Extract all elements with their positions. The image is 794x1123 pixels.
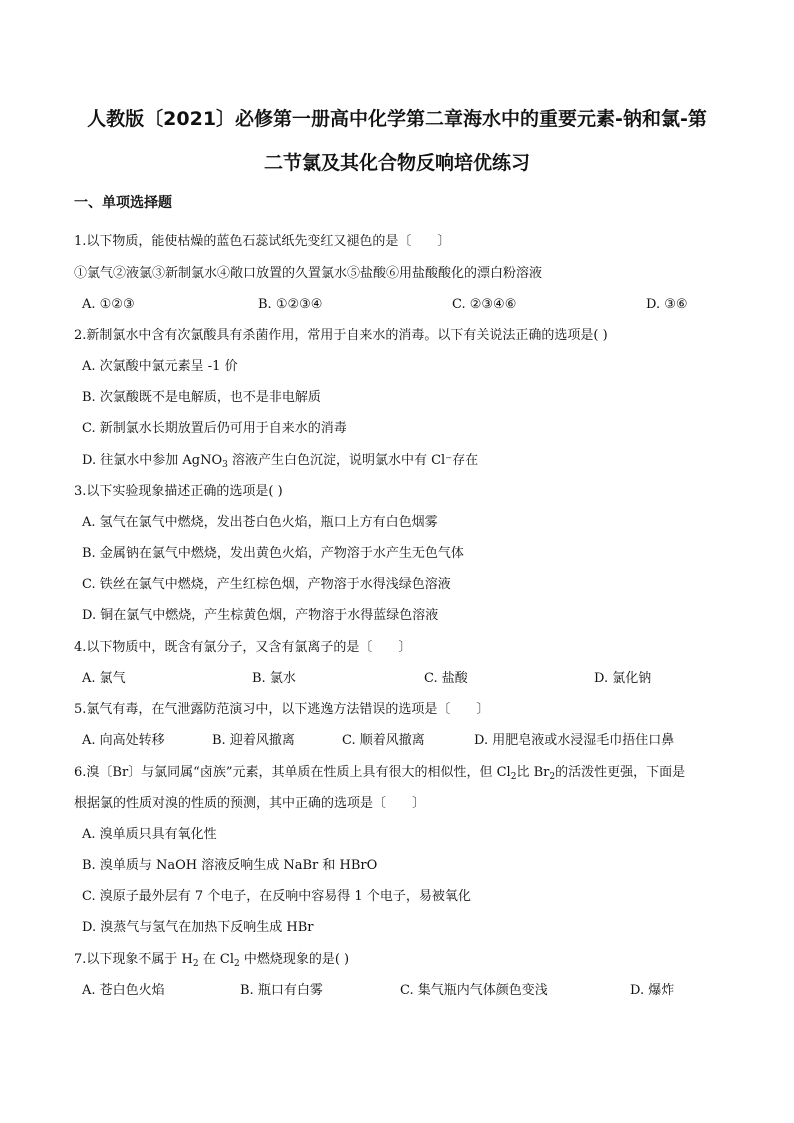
question-3-option-c: C. 铁丝在氯气中燃烧，产生红棕色烟，产物溶于水得浅绿色溶液 [82, 577, 451, 592]
document-title-line-2: 二节氯及其化合物反响培优练习 [263, 152, 530, 174]
question-6-option-d: D. 溴蒸气与氢气在加热下反响生成 HBr [82, 920, 314, 935]
question-2-option-b: B. 次氯酸既不是电解质，也不是非电解质 [82, 390, 321, 405]
question-6-option-a: A. 溴单质只具有氧化性 [82, 827, 217, 842]
question-5-option-c: C. 顺着风撤离 [342, 733, 425, 748]
question-1-stem: 1.以下物质，能使枯燥的蓝色石蕊试纸先变红又褪色的是〔 〕 [74, 234, 451, 249]
option-d-text-end: 溶液产生白色沉淀，说明氯水中有 Cl⁻存在 [227, 453, 479, 468]
subscript: 3 [222, 460, 228, 470]
question-3-option-b: B. 金属钠在氯气中燃烧，发出黄色火焰，产物溶于水产生无色气体 [82, 546, 464, 561]
question-3-option-a: A. 氢气在氯气中燃烧，发出苍白色火焰，瓶口上方有白色烟雾 [82, 515, 438, 530]
question-1-option-a: A. ①②③ [82, 297, 135, 312]
question-2-option-a: A. 次氯酸中氯元素呈 -1 价 [82, 359, 238, 374]
subscript: 2 [192, 959, 199, 969]
stem-text-mid: 比 Br [516, 765, 550, 780]
subscript: 2 [549, 772, 556, 782]
question-4-option-b: B. 氯水 [252, 671, 296, 686]
question-7-option-b: B. 瓶口有白雾 [240, 983, 323, 998]
question-1-option-b: B. ①②③④ [258, 297, 323, 312]
subscript: 2 [233, 959, 240, 969]
document-title-line-1: 人教版〔2021〕必修第一册高中化学第二章海水中的重要元素-钠和氯-第 [87, 108, 707, 130]
question-1-option-c: C. ②③④⑥ [452, 297, 517, 312]
section-heading: 一、单项选择题 [74, 195, 172, 211]
question-1-note: ①氯气②液氯③新制氯水④敞口放置的久置氯水⑤盐酸⑥用盐酸酸化的漂白粉溶液 [74, 266, 543, 281]
question-4-stem: 4.以下物质中，既含有氯分子，又含有氯离子的是〔 〕 [74, 640, 412, 655]
question-4-option-c: C. 盐酸 [424, 671, 468, 686]
stem-text-end: 的活泼性更强，下面是 [555, 765, 686, 780]
subscript: 2 [510, 772, 517, 782]
question-6-option-b: B. 溴单质与 NaOH 溶液反响生成 NaBr 和 HBrO [82, 858, 378, 873]
question-3-stem: 3.以下实验现象描述正确的选项是( ) [74, 484, 283, 499]
question-5-option-a: A. 向高处转移 [82, 733, 165, 748]
question-6-stem [74, 764, 685, 782]
question-1-option-d: D. ③⑥ [646, 297, 688, 312]
question-2-option-d [82, 452, 478, 470]
question-4-option-d: D. 氯化钠 [594, 671, 652, 686]
question-2-stem: 2.新制氯水中含有次氯酸具有杀菌作用，常用于自来水的消毒。以下有关说法正确的选项是( ) [74, 328, 608, 343]
option-d-text: D. 往氯水中参加 AgNO [82, 453, 223, 468]
stem-text: 6.溴〔Br〕与氯同属“卤族”元素，其单质在性质上具有很大的相似性，但 Cl [74, 765, 511, 780]
question-6-option-c: C. 溴原子最外层有 7 个电子，在反响中容易得 1 个电子，易被氧化 [82, 889, 471, 904]
question-7-option-a: A. 苍白色火焰 [82, 983, 165, 998]
question-2-option-c: C. 新制氯水长期放置后仍可用于自来水的消毒 [82, 421, 347, 436]
question-5-option-d: D. 用肥皂液或水浸湿毛巾捂住口鼻 [474, 733, 675, 748]
question-7-stem [74, 951, 349, 969]
stem-text: 7.以下现象不属于 H [74, 952, 193, 967]
question-5-stem: 5.氯气有毒，在气泄露防范演习中，以下逃逸方法错误的选项是〔 〕 [74, 702, 490, 717]
question-7-option-d: D. 爆炸 [630, 983, 675, 998]
question-6-stem-line-2: 根据氯的性质对溴的性质的预测，其中正确的选项是〔 〕 [74, 796, 426, 811]
question-3-option-d: D. 铜在氯气中燃烧，产生棕黄色烟，产物溶于水得蓝绿色溶液 [82, 608, 439, 623]
stem-text-end: 中燃烧现象的是( ) [239, 952, 350, 967]
stem-text-mid: 在 Cl [198, 952, 234, 967]
question-7-option-c: C. 集气瓶内气体颜色变浅 [400, 983, 548, 998]
question-5-option-b: B. 迎着风撤离 [212, 733, 295, 748]
question-4-option-a: A. 氯气 [82, 671, 126, 686]
